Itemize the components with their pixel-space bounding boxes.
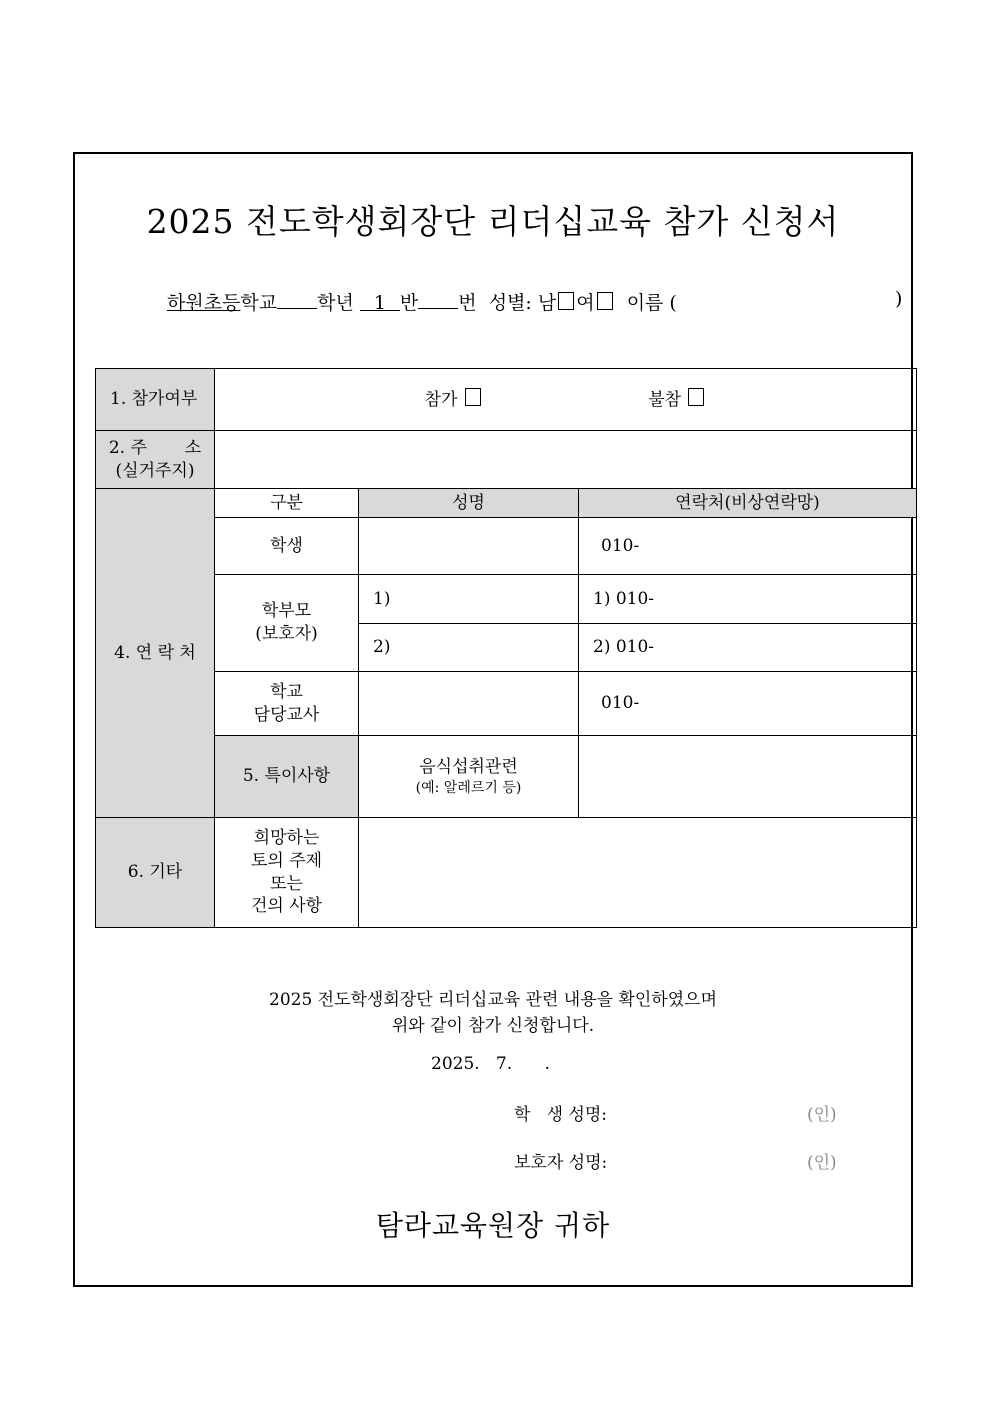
special-sub-line2: (예: 알레르기 등) xyxy=(415,779,522,796)
address-label-line1: 2. 주 소 xyxy=(108,437,202,458)
female-checkbox[interactable] xyxy=(597,292,613,310)
student-contact-row xyxy=(96,518,917,575)
other-sub-line3: 또는 xyxy=(270,873,303,894)
form-title: 2025 전도학생회장단 리더십교육 참가 신청서 xyxy=(146,202,840,241)
teacher-contact-row xyxy=(96,672,917,736)
parent-signature-label: 보호자 성명: xyxy=(514,1153,608,1173)
other-input[interactable] xyxy=(359,818,917,928)
special-row xyxy=(96,736,917,818)
student-phone-prefix: 010- xyxy=(601,535,640,556)
other-label: 6. 기타 xyxy=(96,818,215,928)
application-form xyxy=(73,152,913,1287)
contact-header-row xyxy=(96,489,917,518)
contact-header-category: 구분 xyxy=(215,489,359,518)
gender-label: 성별: 남 xyxy=(488,292,557,314)
class-blank[interactable] xyxy=(360,292,400,314)
teacher-label-line2: 담당교사 xyxy=(253,704,320,725)
parent2-name-input[interactable] xyxy=(359,624,579,672)
other-sub-line2: 토의 주제 xyxy=(250,850,323,871)
student-info-line xyxy=(167,288,903,315)
parent1-phone-prefix: 1) 010- xyxy=(593,588,655,609)
parent2-name-prefix: 2) xyxy=(373,637,391,658)
parent-label-line2: (보호자) xyxy=(255,624,318,644)
student-name-input[interactable] xyxy=(359,518,579,575)
parent1-name-prefix: 1) xyxy=(373,588,391,609)
contact-label: 4. 연 락 처 xyxy=(96,489,215,818)
participation-options xyxy=(215,369,917,431)
school-name: 하원초등 xyxy=(167,292,241,314)
participation-row xyxy=(96,369,917,431)
special-sub-label xyxy=(359,736,579,818)
address-row xyxy=(96,431,917,489)
absent-option[interactable] xyxy=(648,388,706,412)
grade-label: 학년 xyxy=(317,292,354,314)
application-table xyxy=(95,368,917,928)
teacher-name-input[interactable] xyxy=(359,672,579,736)
student-signature-label: 학 생 성명: xyxy=(514,1105,608,1125)
parent1-phone-input[interactable] xyxy=(579,575,917,624)
participation-label: 1. 참가여부 xyxy=(96,369,215,431)
grade-blank[interactable] xyxy=(277,290,317,309)
class-value: 1 xyxy=(373,292,386,314)
other-sub-line4: 건의 사항 xyxy=(250,896,323,917)
other-sub-label xyxy=(215,818,359,928)
student-seal[interactable]: (인) xyxy=(807,1105,837,1125)
parent-seal[interactable]: (인) xyxy=(807,1153,837,1173)
parent1-name-input[interactable] xyxy=(359,575,579,624)
teacher-label xyxy=(215,672,359,736)
recipient-footer: 탐라교육원장 귀하 xyxy=(375,1209,611,1242)
female-label: 여 xyxy=(576,292,595,314)
absent-checkbox[interactable] xyxy=(688,388,704,406)
number-blank[interactable] xyxy=(418,290,458,309)
school-suffix: 학교 xyxy=(240,292,278,314)
name-close: ) xyxy=(895,288,903,310)
attend-checkbox[interactable] xyxy=(465,388,481,406)
application-date: 2025. 7. . xyxy=(431,1054,550,1074)
parent2-phone-input[interactable] xyxy=(579,624,917,672)
other-row xyxy=(96,818,917,928)
address-label xyxy=(96,431,215,489)
special-input[interactable] xyxy=(579,736,917,818)
teacher-label-line1: 학교 xyxy=(270,681,303,702)
special-sub-line1: 음식섭취관련 xyxy=(419,756,518,777)
student-phone-input[interactable] xyxy=(579,518,917,575)
student-label: 학생 xyxy=(215,518,359,575)
parent2-phone-prefix: 2) 010- xyxy=(593,637,655,658)
attend-label: 참가 xyxy=(424,389,458,410)
attend-option[interactable] xyxy=(425,388,483,412)
absent-label: 불참 xyxy=(648,389,682,410)
other-sub-line1: 희망하는 xyxy=(253,827,320,848)
notice-line1: 2025 전도학생회장단 리더십교육 관련 내용을 확인하였으며 xyxy=(269,990,717,1010)
name-label: 이름 ( xyxy=(626,292,677,314)
parent1-contact-row xyxy=(96,575,917,624)
contact-header-name: 성명 xyxy=(359,489,579,518)
notice-line2: 위와 같이 참가 신청합니다. xyxy=(391,1015,595,1036)
contact-header-phone: 연락처(비상연락망) xyxy=(579,489,917,518)
special-label: 5. 특이사항 xyxy=(215,736,359,818)
number-label: 번 xyxy=(458,292,477,314)
male-checkbox[interactable] xyxy=(558,292,574,310)
teacher-phone-prefix: 010- xyxy=(601,693,640,714)
teacher-phone-input[interactable] xyxy=(579,672,917,736)
class-label: 반 xyxy=(399,292,419,314)
address-input[interactable] xyxy=(215,431,917,489)
address-label-line2: (실거주지) xyxy=(115,460,195,481)
parent-label xyxy=(215,575,359,672)
parent-label-line1: 학부모 xyxy=(261,601,312,622)
confirmation-notice xyxy=(75,988,911,1039)
